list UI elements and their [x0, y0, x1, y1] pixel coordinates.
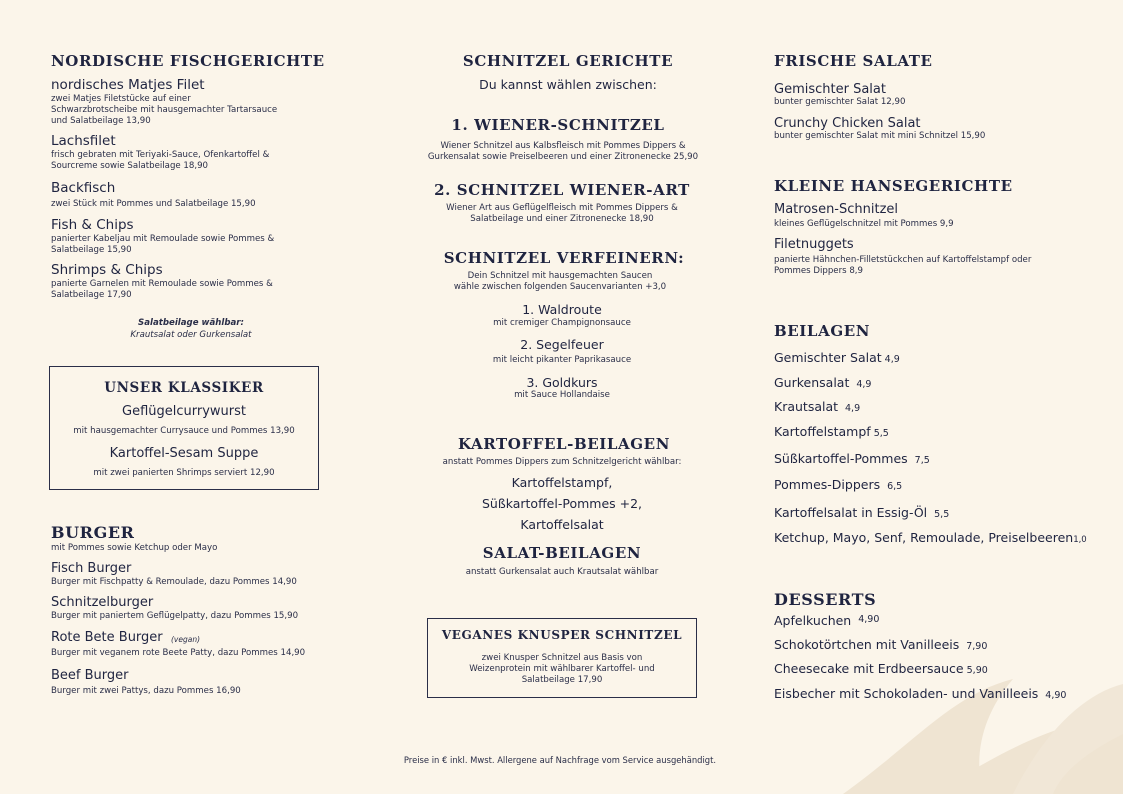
salat-item-desc: bunter gemischter Salat mit mini Schnitzel 15,90: [774, 131, 986, 141]
fish-item-name: Backfisch: [51, 180, 116, 196]
salat-item-name: Crunchy Chicken Salat: [774, 116, 921, 131]
wienerart-heading: 2. SCHNITZEL WIENER-ART: [434, 181, 690, 199]
klassiker-item-name: Kartoffel-Sesam Suppe: [109, 446, 259, 461]
sauce-desc: mit Sauce Hollandaise: [514, 390, 610, 400]
burger-item-name: Schnitzelburger: [51, 595, 154, 610]
fish-item-name: Fish & Chips: [51, 217, 134, 233]
hanse-item-name: Filetnuggets: [774, 237, 854, 252]
beilage-item: Kartoffelstampf 5,5: [774, 424, 889, 439]
footer-note: Preise in € inkl. Mwst. Allergene auf Nachfrage vom Service ausgehändigt.: [403, 755, 717, 765]
fish-item-desc: frisch gebraten mit Teriyaki-Sauce, Ofenkartoffel & Sourcreme sowie Salatbeilage 18,90: [51, 150, 270, 171]
burger-item-name: Beef Burger: [51, 668, 129, 683]
sauce-desc: mit leicht pikanter Paprikasauce: [492, 355, 632, 365]
burger-item-desc: Burger mit Fischpatty & Remoulade, dazu Pommes 14,90: [51, 577, 297, 587]
klassiker-item-name: Geflügelcurrywurst: [122, 404, 246, 419]
salat-item-desc: bunter gemischter Salat 12,90: [774, 97, 906, 107]
kartoffel-line: Kartoffelsalat: [520, 517, 604, 532]
fish-item-name: Shrimps & Chips: [51, 262, 163, 278]
hanse-item-desc: kleines Geflügelschnitzel mit Pommes 9,9: [774, 219, 954, 229]
sauce-desc: mit cremiger Champignonsauce: [493, 318, 631, 328]
burger-item-name: Fisch Burger: [51, 561, 132, 576]
burger-heading: BURGER: [51, 523, 135, 542]
vegan-tag: (vegan): [171, 635, 201, 644]
hanse-item-name: Matrosen-Schnitzel: [774, 202, 899, 217]
kartoffel-line: Kartoffelstampf,: [511, 475, 613, 490]
salat-desc: anstatt Gurkensalat auch Krautsalat wählbar: [465, 567, 659, 577]
side-note-text: Krautsalat oder Gurkensalat: [130, 330, 252, 340]
burger-sub: mit Pommes sowie Ketchup oder Mayo: [51, 543, 218, 553]
wienerart-desc: Wiener Art aus Geflügelfleisch mit Pommes Dippers & Salatbeilage und einer Zitronenecke 18,90: [446, 203, 678, 224]
schnitzel-heading: SCHNITZEL GERICHTE: [462, 52, 674, 70]
burger-item-desc: Burger mit zwei Pattys, dazu Pommes 16,90: [51, 686, 241, 696]
dessert-item: Schokotörtchen mit Vanilleeis 7,90: [774, 637, 988, 652]
sauce-name: 1. Waldroute: [522, 302, 602, 317]
beilage-item: Gurkensalat 4,9: [774, 375, 872, 390]
beilage-item: Süßkartoffel-Pommes 7,5: [774, 451, 930, 466]
vegan-desc: zwei Knusper Schnitzel aus Basis von Weizenprotein mit wählbarer Kartoffel- und Salatbeilage 17,90: [469, 653, 655, 685]
fish-item-desc: zwei Stück mit Pommes und Salatbeilage 15,90: [51, 199, 256, 209]
burger-item-desc: Burger mit paniertem Geflügelpatty, dazu Pommes 15,90: [51, 611, 299, 621]
beilage-item: Pommes-Dippers 6,5: [774, 477, 903, 492]
salate-heading: FRISCHE SALATE: [774, 52, 933, 70]
dessert-item: Eisbecher mit Schokoladen- und Vanilleeis 4,90: [774, 686, 1067, 701]
schnitzel-sub: Du kannst wählen zwischen:: [479, 77, 657, 92]
fish-item-desc: zwei Matjes Filetstücke auf einer Schwarzbrotscheibe mit hausgemachter Tartarsauce und Salatbeilage 13,90: [51, 94, 278, 126]
kartoffel-line: Süßkartoffel-Pommes +2,: [481, 496, 643, 511]
beilage-item: Krautsalat 4,9: [774, 399, 861, 414]
dessert-item: Apfelkuchen $^{4,90}$: [774, 613, 880, 628]
wiener-desc: Wiener Schnitzel aus Kalbsfleisch mit Pommes Dippers & Gurkensalat sowie Preiselbeeren und einer Zitronenecke 25,90: [427, 141, 699, 162]
desserts-heading: DESSERTS: [774, 590, 877, 609]
verfeinern-heading: SCHNITZEL VERFEINERN:: [443, 249, 685, 267]
verfeinern-desc: Dein Schnitzel mit hausgemachten Saucen wähle zwischen folgenden Saucenvarianten +3,0: [453, 271, 667, 292]
kartoffel-desc: anstatt Pommes Dippers zum Schnitzelgericht wählbar:: [442, 457, 682, 467]
klassiker-item-desc: mit zwei panierten Shrimps serviert 12,90: [93, 468, 275, 478]
salat-heading: SALAT-BEILAGEN: [482, 544, 642, 562]
side-note-title: Salatbeilage wählbar:: [138, 318, 244, 328]
dessert-item: Cheesecake mit Erdbeersauce 5,90: [774, 661, 988, 676]
salat-item-name: Gemischter Salat: [774, 82, 886, 97]
beilage-item: Kartoffelsalat in Essig-Öl 5,5: [774, 505, 950, 520]
burger-item-desc: Burger mit veganem rote Beete Patty, dazu Pommes 14,90: [51, 648, 306, 658]
burger-item-name: Rote Bete Burger: [51, 630, 163, 645]
hanse-item-desc: panierte Hähnchen-Filletstückchen auf Kartoffelstampf oder Pommes Dippers 8,9: [774, 255, 1032, 276]
fish-item-name: Lachsfilet: [51, 133, 116, 149]
beilage-item: Gemischter Salat 4,9: [774, 350, 900, 365]
fish-item-desc: panierte Garnelen mit Remoulade sowie Pommes & Salatbeilage 17,90: [51, 279, 273, 300]
fish-heading: NORDISCHE FISCHGERICHTE: [51, 52, 325, 70]
beilage-item: Ketchup, Mayo, Senf, Remoulade, Preiselbeeren1,0: [774, 530, 1087, 545]
sauce-name: 2. Segelfeuer: [520, 337, 604, 352]
fish-item-name: nordisches Matjes Filet: [51, 77, 205, 93]
vegan-heading: VEGANES KNUSPER SCHNITZEL: [441, 628, 683, 642]
fish-item-desc: panierter Kabeljau mit Remoulade sowie Pommes & Salatbeilage 15,90: [51, 234, 275, 255]
klassiker-heading: UNSER KLASSIKER: [104, 380, 264, 396]
beilagen-heading: BEILAGEN: [774, 322, 871, 340]
sauce-name: 3. Goldkurs: [526, 375, 598, 390]
hanse-heading: KLEINE HANSEGERICHTE: [774, 177, 1013, 195]
klassiker-item-desc: mit hausgemachter Currysauce und Pommes 13,90: [73, 426, 295, 436]
wiener-heading: 1. WIENER-SCHNITZEL: [451, 116, 665, 134]
kartoffel-heading: KARTOFFEL-BEILAGEN: [457, 435, 671, 453]
